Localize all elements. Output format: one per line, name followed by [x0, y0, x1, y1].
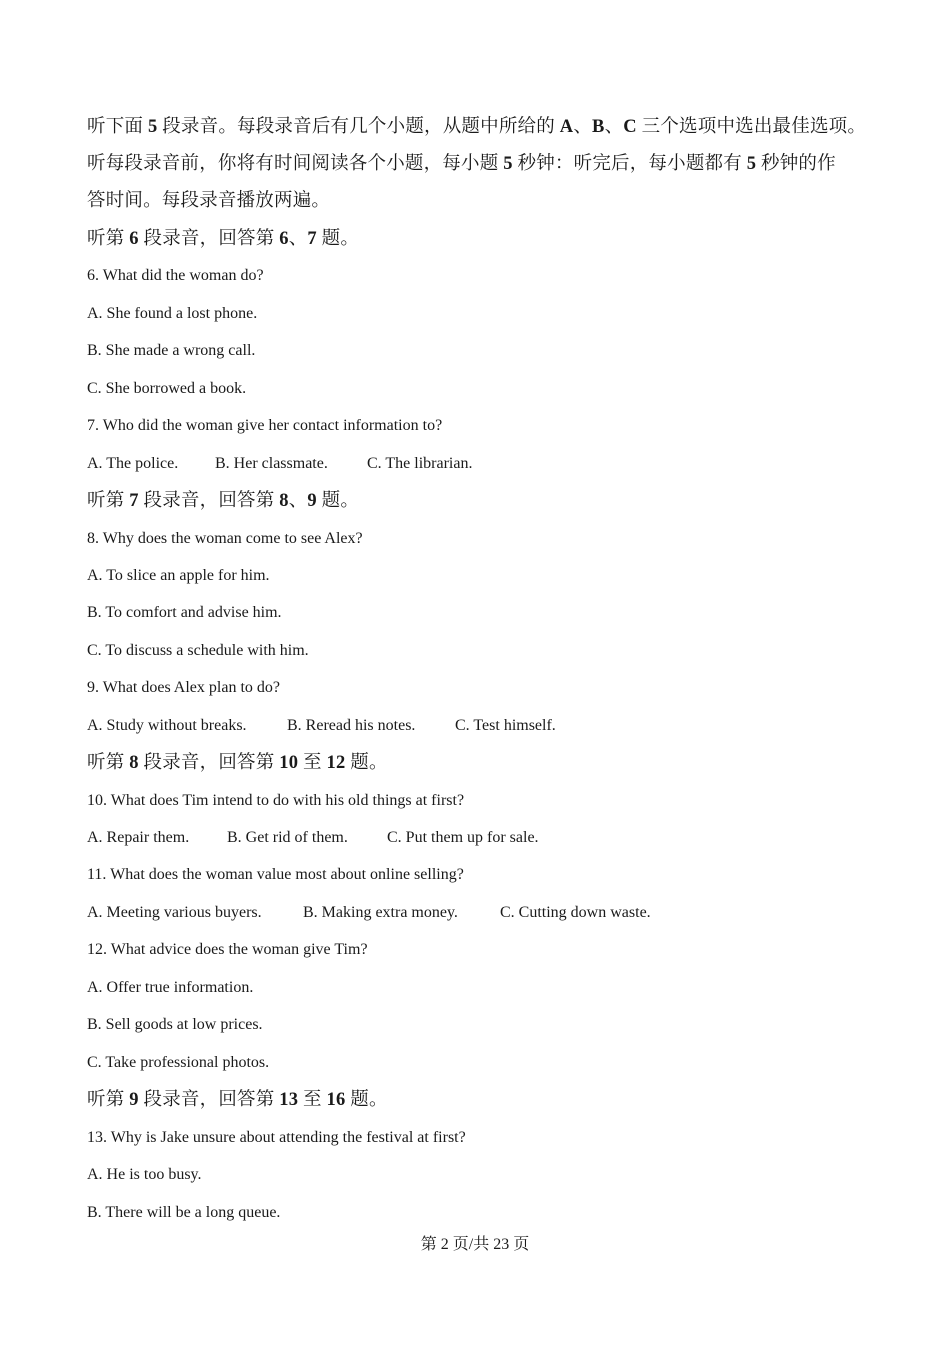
- question-10-option-a: A. Repair them.: [87, 829, 190, 846]
- question-8-option-c: C. To discuss a schedule with him.: [87, 642, 309, 659]
- question-9-option-c: C. Test himself.: [455, 717, 556, 734]
- section-7-heading: 听第 7 段录音，回答第 8、9 题。: [87, 491, 360, 511]
- section-6-heading: 听第 6 段录音，回答第 6、7 题。: [87, 229, 360, 249]
- section-9-heading: 听第 9 段录音，回答第 13 至 16 题。: [87, 1090, 388, 1110]
- question-7-options: [87, 456, 472, 472]
- question-12-option-b: B. Sell goods at low prices.: [87, 1016, 263, 1033]
- question-12-option-a: A. Offer true information.: [87, 979, 254, 996]
- question-8-stem: 8. Why does the woman come to see Alex?: [87, 530, 363, 547]
- question-6-stem: 6. What did the woman do?: [87, 267, 264, 284]
- question-8-option-a: A. To slice an apple for him.: [87, 567, 270, 584]
- question-6-option-a: A. She found a lost phone.: [87, 305, 258, 322]
- question-9-options: [87, 718, 556, 734]
- question-11-option-a: A. Meeting various buyers.: [87, 904, 262, 921]
- question-7-option-c: C. The librarian.: [367, 455, 473, 472]
- question-7-stem: 7. Who did the woman give her contact information to?: [87, 417, 443, 434]
- question-13-option-b: B. There will be a long queue.: [87, 1204, 281, 1221]
- intro-line-1: 听下面 5 段录音。每段录音后有几个小题，从题中所给的 A、B、C 三个选项中选出最佳选项。: [87, 117, 867, 137]
- question-11-option-b: B. Making extra money.: [303, 904, 458, 921]
- question-11-stem: 11. What does the woman value most about online selling?: [87, 866, 464, 883]
- question-12-option-c: C. Take professional photos.: [87, 1054, 270, 1071]
- page-footer: 第 2 页/共 23 页: [420, 1236, 530, 1253]
- question-10-stem: 10. What does Tim intend to do with his old things at first?: [87, 792, 465, 809]
- intro-line-2: 听每段录音前，你将有时间阅读各个小题，每小题 5 秒钟：听完后，每小题都有 5 秒钟的作: [87, 154, 836, 174]
- intro-line-3: 答时间。每段录音播放两遍。: [87, 191, 331, 211]
- question-6-option-b: B. She made a wrong call.: [87, 342, 256, 359]
- question-9-stem: 9. What does Alex plan to do?: [87, 679, 280, 696]
- question-10-options: [87, 830, 539, 846]
- question-6-option-c: C. She borrowed a book.: [87, 380, 247, 397]
- question-7-option-b: B. Her classmate.: [215, 455, 328, 472]
- question-7-option-a: A. The police.: [87, 455, 179, 472]
- question-11-option-c: C. Cutting down waste.: [500, 904, 651, 921]
- question-12-stem: 12. What advice does the woman give Tim?: [87, 941, 368, 958]
- question-10-option-b: B. Get rid of them.: [227, 829, 348, 846]
- section-8-heading: 听第 8 段录音，回答第 10 至 12 题。: [87, 753, 388, 773]
- question-9-option-b: B. Reread his notes.: [287, 717, 416, 734]
- question-13-stem: 13. Why is Jake unsure about attending the festival at first?: [87, 1129, 466, 1146]
- question-9-option-a: A. Study without breaks.: [87, 717, 247, 734]
- question-13-option-a: A. He is too busy.: [87, 1166, 202, 1183]
- question-8-option-b: B. To comfort and advise him.: [87, 604, 282, 621]
- question-10-option-c: C. Put them up for sale.: [387, 829, 539, 846]
- question-11-options: [87, 905, 651, 921]
